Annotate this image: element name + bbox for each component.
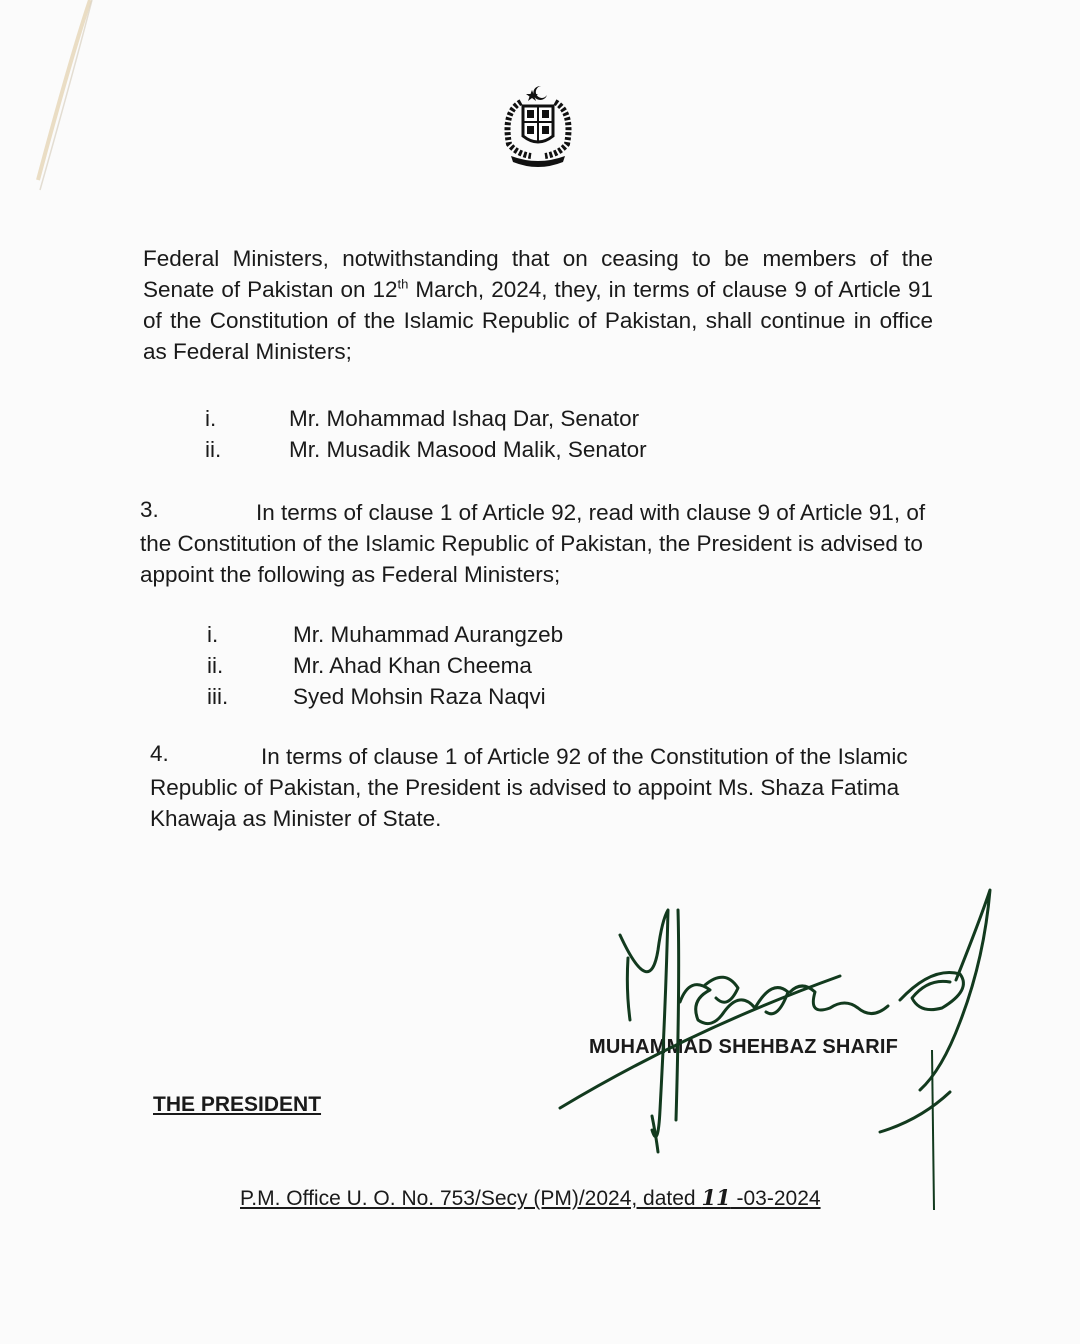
para3-line: appoint the following as Federal Ministers; xyxy=(140,562,561,587)
para3-line: In terms of clause 1 of Article 92, read with clause 9 of Article 91, of xyxy=(256,500,926,525)
list-item-name: Mr. Musadik Masood Malik, Senator xyxy=(289,437,647,462)
para1-line-part: Senate of Pakistan on 12 xyxy=(143,277,398,302)
signatory-name: MUHAMMAD SHEHBAZ SHARIF xyxy=(589,1036,899,1058)
list-item-number: i. xyxy=(205,406,217,431)
para1-line: Federal Ministers, notwithstanding that on ceasing to be members of the xyxy=(143,246,933,271)
paragraph-4 xyxy=(150,741,920,834)
paragraph-3 xyxy=(140,497,932,590)
paragraph-number-3: 3. xyxy=(140,497,159,522)
ordinal-suffix: th xyxy=(397,276,409,292)
list-item-name: Mr. Mohammad Ishaq Dar, Senator xyxy=(289,406,640,431)
list-item-number: iii. xyxy=(207,684,229,709)
page-fold-shadow xyxy=(30,0,110,200)
list-item-number: ii. xyxy=(205,437,222,462)
paragraph-continuation xyxy=(143,243,933,367)
handwritten-signature xyxy=(540,880,1000,1210)
para1-line: of the Constitution of the Islamic Republic of Pakistan, shall continue in office xyxy=(143,308,933,333)
list-item-name: Mr. Muhammad Aurangzeb xyxy=(293,622,564,647)
reference-suffix: -03-2024 xyxy=(730,1187,821,1210)
para1-line-part: March, 2024, they, in terms of clause 9 of Article 91 xyxy=(408,277,933,302)
para3-line: the Constitution of the Islamic Republic of Pakistan, the President is advised to xyxy=(140,531,923,556)
para4-line: Khawaja as Minister of State. xyxy=(150,806,442,831)
office-reference-line xyxy=(240,1185,821,1211)
list-item-name: Syed Mohsin Raza Naqvi xyxy=(293,684,546,709)
list-item-number: ii. xyxy=(207,653,224,678)
para1-line: as Federal Ministers; xyxy=(143,339,352,364)
state-emblem-icon xyxy=(497,82,579,174)
list-item-name: Mr. Ahad Khan Cheema xyxy=(293,653,532,678)
paragraph-number-4: 4. xyxy=(150,741,169,766)
list-item-number: i. xyxy=(207,622,219,647)
para4-line: In terms of clause 1 of Article 92 of the Constitution of the Islamic xyxy=(261,744,908,769)
addressee: THE PRESIDENT xyxy=(153,1093,322,1116)
para4-line: Republic of Pakistan, the President is advised to appoint Ms. Shaza Fatima xyxy=(150,775,900,800)
reference-handwritten-day: 11 xyxy=(701,1185,731,1210)
reference-prefix: P.M. Office U. O. No. 753/Secy (PM)/2024, dated xyxy=(240,1187,702,1210)
para1-line xyxy=(143,274,933,305)
